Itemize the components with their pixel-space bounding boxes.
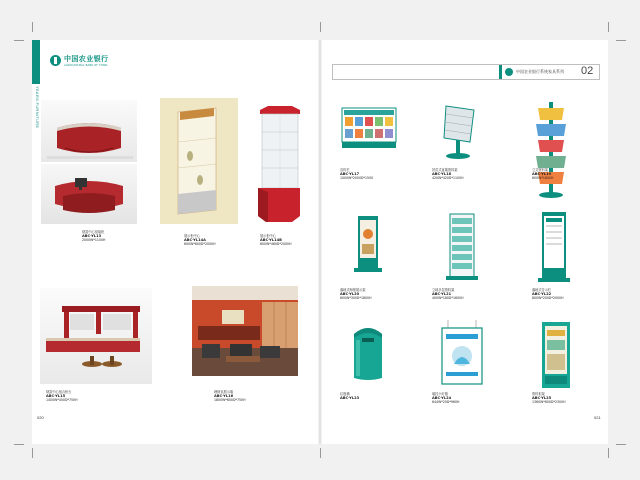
product-caption (340, 168, 373, 181)
product-name: 立式资料架 (532, 168, 548, 172)
product-code: ABC-YL22 (532, 292, 552, 297)
product-size: 600W*600D*2000H (184, 242, 216, 247)
product-name: 财富中心组接柜 (82, 230, 105, 234)
product-size: 600W*300D*1800H (340, 296, 372, 301)
product-image-wall-lightbox (438, 320, 486, 388)
product-name: 宣传栏 (340, 168, 350, 172)
product-caption (214, 390, 245, 403)
crop-mark (608, 448, 609, 458)
product-size: 400W*180D*1600H (432, 296, 464, 301)
crop-mark (320, 22, 321, 32)
product-size: 1360W*600D*2300H (532, 400, 566, 405)
product-caption (340, 288, 371, 301)
product-caption (46, 390, 77, 403)
product-caption (432, 288, 463, 301)
product-name: 落地式海报展示架 (340, 288, 366, 292)
product-caption (432, 392, 459, 405)
product-image-counter-front (41, 100, 137, 162)
product-name: 理财室展示墙 (214, 390, 234, 394)
product-code: ABC-YL14A (184, 238, 206, 243)
product-image-standing-rack (526, 100, 576, 200)
product-name: 落地式告示栏 (532, 288, 552, 292)
crop-mark (32, 448, 33, 458)
product-size: 2000W*1100H (82, 238, 106, 243)
product-name: 财富中心组合柜台 (46, 390, 72, 394)
product-name: 资料柜架 (532, 392, 545, 396)
product-caption (184, 234, 215, 247)
product-name: 垃圾桶 (340, 392, 350, 396)
product-size: 1000W*2000D*1500 (340, 176, 374, 181)
crop-mark (32, 22, 33, 32)
series-title: 中国农业银行系统家具系列 (516, 69, 564, 74)
bank-logo-icon (505, 68, 513, 76)
product-caption (432, 168, 463, 181)
product-size: 600W*460D*2000H (260, 242, 292, 247)
product-caption (532, 168, 553, 181)
product-code: ABC-YL19 (532, 172, 552, 177)
product-image-bulletin-board (340, 102, 398, 158)
product-name: 墙挂小灯箱 (432, 392, 448, 396)
product-code: ABC-YL24 (432, 396, 452, 401)
product-code: ABC-YL13 (82, 234, 102, 239)
side-tab-bar (32, 40, 40, 84)
right-page (322, 40, 608, 444)
product-code: ABC-YL17 (340, 172, 360, 177)
product-image-counter-back (41, 164, 137, 224)
series-number: 02 (581, 65, 594, 77)
product-image-folding-rack (434, 102, 488, 162)
bank-logo-icon (50, 55, 61, 66)
product-size: 644W*20D*960H (432, 400, 460, 405)
page-number: 020 (37, 415, 44, 420)
product-image-combination-counter (40, 288, 152, 384)
product-caption (340, 392, 359, 400)
side-tab-text: YEARS FURNITURE (35, 86, 40, 129)
product-image-corner-cabinet (160, 98, 238, 224)
side-tab (32, 40, 40, 444)
product-caption (532, 288, 563, 301)
bank-name-cn: 中国农业银行 (64, 55, 109, 63)
product-image-multi-layer-rack (436, 212, 488, 282)
product-image-document-cabinet (536, 320, 576, 390)
page-header (332, 64, 600, 80)
left-page (32, 40, 318, 444)
crop-mark (14, 40, 24, 41)
product-code: ABC-YL18 (432, 172, 452, 177)
product-caption (260, 234, 291, 247)
product-caption (532, 392, 566, 405)
crop-mark (616, 444, 626, 445)
crop-mark (14, 444, 24, 445)
product-code: ABC-YL21 (432, 292, 452, 297)
product-code: ABC-YL20 (340, 292, 360, 297)
crop-mark (616, 40, 626, 41)
bank-logo (50, 54, 108, 67)
spine-fold (319, 40, 321, 444)
product-size: 1400W*450D*750H (46, 398, 78, 403)
crop-mark (608, 22, 609, 32)
product-code: ABC-YL16 (214, 394, 234, 399)
product-code: ABC-YL15 (46, 394, 66, 399)
product-image-trash-bin (348, 322, 388, 384)
product-image-poster-stand (342, 212, 394, 276)
product-size: 800W*200D*2000H (532, 296, 564, 301)
page-number: 021 (594, 415, 601, 420)
product-code: ABC-YL25 (532, 396, 552, 401)
product-code: ABC-YL14B (260, 238, 282, 243)
bank-name-en: AGRICULTURAL BANK OF CHINA (64, 64, 108, 67)
product-code: ABC-YL23 (340, 396, 360, 401)
product-name: 展示柜中心 (184, 234, 200, 238)
product-image-notice-board (528, 210, 578, 286)
crop-mark (320, 448, 321, 458)
product-image-wealth-room (192, 286, 298, 376)
product-size: 600W*1600H (532, 176, 554, 181)
product-name: 展示柜中心 (260, 234, 276, 238)
product-name: 折页式直插资料架 (432, 168, 458, 172)
product-name: 立地多层资料架 (432, 288, 455, 292)
product-image-glass-tower (254, 104, 304, 228)
product-caption (82, 230, 105, 243)
header-accent (499, 65, 502, 79)
product-size: 1800W*600D*750H (214, 398, 246, 403)
product-size: 420W*420D*1100H (432, 176, 464, 181)
